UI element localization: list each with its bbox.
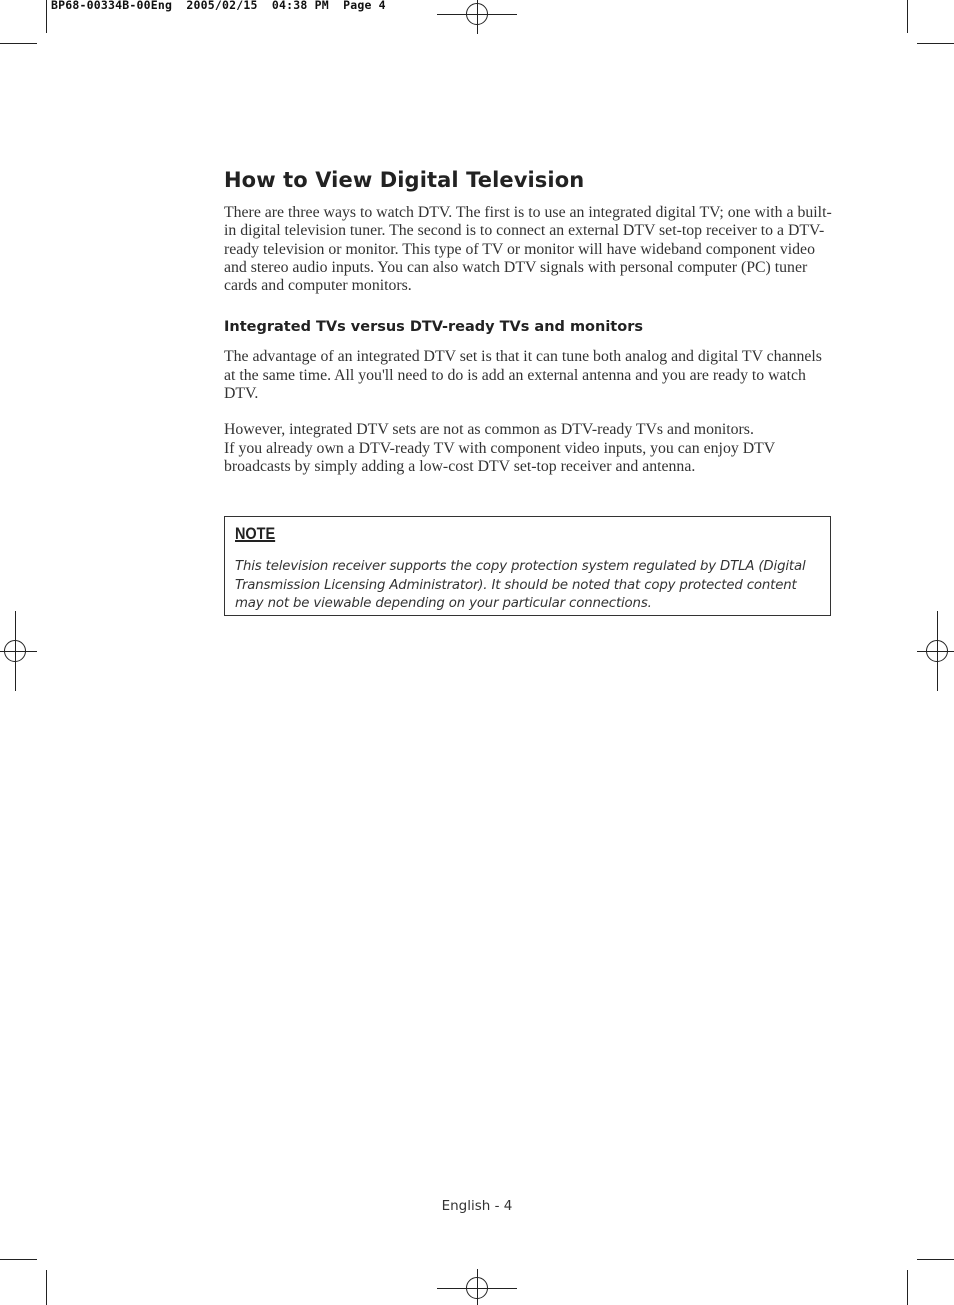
crop-mark-bottom-right-v: [907, 1270, 908, 1305]
intro-paragraph: There are three ways to watch DTV. The first is to use an integrated digital TV; one with a built-in digital television tuner. The second is to connect an external DTV set-top receiver to a DTV-ready television or monitor. This type of TV or monitor will have wideband component video and stereo audio inputs. You can also watch DTV signals with personal computer (PC) tuner cards and computer monitors.: [224, 204, 832, 295]
crop-mark-top-right-h: [917, 43, 954, 44]
page-footer: English - 4: [441, 1198, 513, 1214]
crop-mark-bottom-left-v: [46, 1270, 47, 1305]
crop-mark-top-right-v: [907, 0, 908, 33]
crop-mark-top-left-h: [0, 43, 37, 44]
main-content: [224, 168, 834, 476]
page-title: How to View Digital Television: [224, 168, 585, 192]
note-box: [224, 516, 831, 616]
crop-mark-top-left-v: [46, 0, 47, 33]
dtv-ready-paragraph-line-2: If you already own a DTV-ready TV with component video inputs, you can enjoy DTV broadcasts by simply adding a low-cost DTV set-top receiver and antenna.: [224, 439, 775, 475]
dtv-ready-paragraph: [224, 421, 834, 476]
crop-mark-bottom-right-h: [917, 1259, 954, 1260]
note-text: This television receiver supports the copy protection system regulated by DTLA (Digital Transmission Licensing Administrator). It should be noted that copy protected content may not be viewable depending on your particular connections.: [235, 559, 806, 611]
print-slug: BP68-00334B-00Eng 2005/02/15 04:38 PM Page 4: [51, 0, 386, 12]
dtv-ready-paragraph-line-1: However, integrated DTV sets are not as common as DTV-ready TVs and monitors.: [224, 421, 754, 439]
section-subheading: Integrated TVs versus DTV-ready TVs and monitors: [224, 319, 643, 336]
note-title: NOTE: [235, 524, 276, 543]
advantage-paragraph: The advantage of an integrated DTV set is that it can tune both analog and digital TV channels at the same time. All you'll need to do is add an external antenna and you are ready to watch DTV.: [224, 348, 822, 403]
crop-mark-bottom-left-h: [0, 1259, 37, 1260]
